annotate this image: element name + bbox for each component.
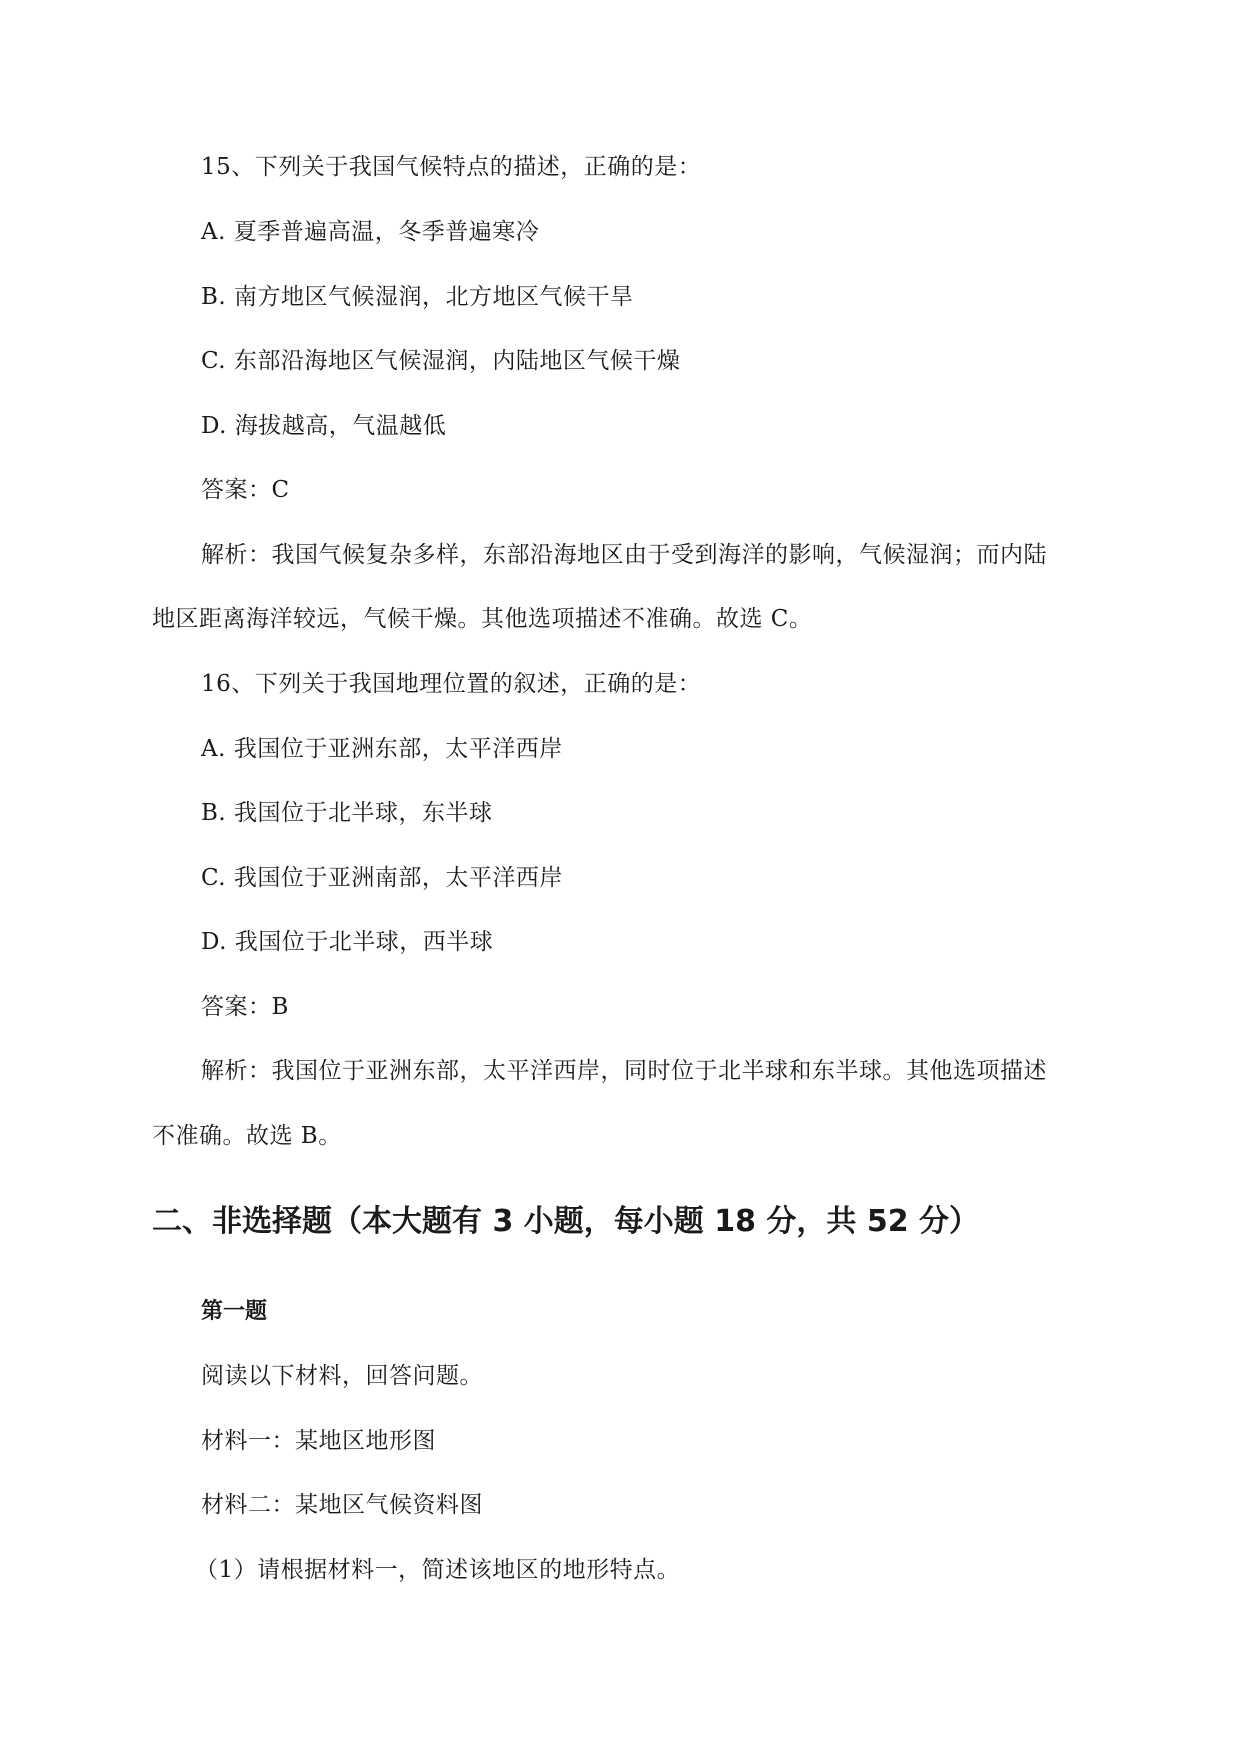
sub-question-1: （1）请根据材料一，简述该地区的地形特点。 [195, 1557, 681, 1583]
material-one: 材料一：某地区地形图 [201, 1428, 436, 1454]
q16-answer: 答案：B [201, 994, 289, 1020]
material-two: 材料二：某地区气候资料图 [201, 1492, 483, 1518]
q15-stem: 15、下列关于我国气候特点的描述，正确的是： [201, 154, 702, 180]
q16-stem: 16、下列关于我国地理位置的叙述，正确的是： [201, 671, 702, 697]
q15-option-d: D. 海拔越高，气温越低 [201, 413, 447, 439]
q15-answer: 答案：C [201, 477, 290, 503]
q15-option-c: C. 东部沿海地区气候湿润，内陆地区气候干燥 [201, 348, 681, 374]
reading-intro: 阅读以下材料，回答问题。 [201, 1363, 483, 1389]
q15-analysis-line2: 地区距离海洋较远，气候干燥。其他选项描述不准确。故选 C。 [152, 606, 813, 632]
q16-option-d: D. 我国位于北半球，西半球 [201, 929, 494, 955]
q15-option-a: A. 夏季普遍高温，冬季普遍寒冷 [201, 219, 540, 245]
q15-analysis-line1: 解析：我国气候复杂多样，东部沿海地区由于受到海洋的影响，气候湿润；而内陆 [201, 542, 1047, 568]
q16-analysis-line2: 不准确。故选 B。 [152, 1123, 342, 1149]
q16-analysis-line1: 解析：我国位于亚洲东部，太平洋西岸，同时位于北半球和东半球。其他选项描述 [201, 1058, 1047, 1084]
q16-option-b: B. 我国位于北半球，东半球 [201, 800, 493, 826]
q16-option-a: A. 我国位于亚洲东部，太平洋西岸 [201, 736, 563, 762]
first-question-title: 第一题 [201, 1299, 268, 1324]
section-heading: 二、非选择题（本大题有 3 小题，每小题 18 分，共 52 分） [152, 1204, 980, 1239]
q16-option-c: C. 我国位于亚洲南部，太平洋西岸 [201, 865, 563, 891]
q15-option-b: B. 南方地区气候湿润，北方地区气候干旱 [201, 284, 634, 310]
